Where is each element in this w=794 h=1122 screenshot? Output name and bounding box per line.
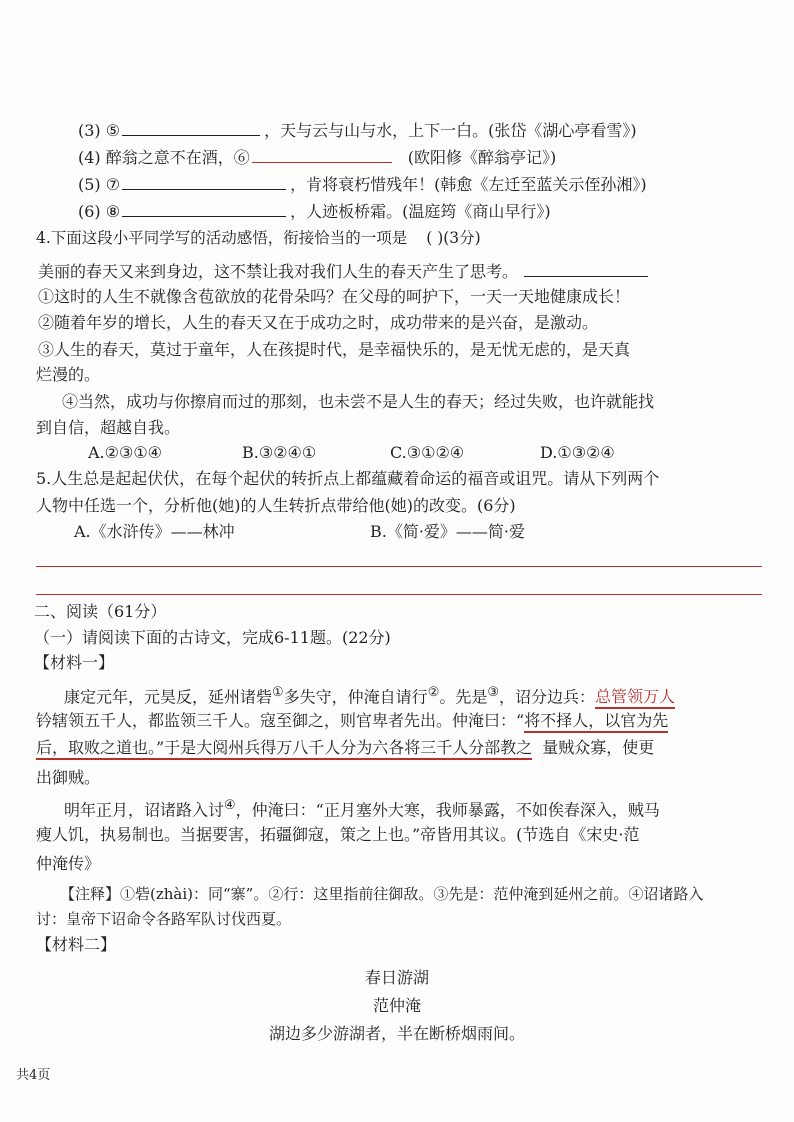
question-4-text: 4.下面这段小平同学写的活动感悟，衔接恰当的一项是 (36, 229, 408, 247)
red-underlined-phrase: 将不择人，以官为先 (524, 711, 668, 733)
lead-sentence: 美丽的春天又来到身边，这不禁让我对我们人生的春天产生了思考。 (38, 262, 519, 281)
answer-line-1[interactable] (36, 566, 762, 567)
fill-in-q5-text: ，肯将衰朽惜残年！(韩愈《左迁至蓝关示侄孙湘》) (290, 175, 647, 194)
footnote-ref-3: ③ (487, 685, 500, 700)
option-a[interactable]: A.②③①④ (88, 443, 163, 462)
option-c[interactable]: C.③①②④ (390, 443, 465, 462)
passage-line-2 (36, 709, 668, 733)
answer-blank-5[interactable] (122, 117, 260, 136)
footnote-ref-4: ④ (224, 798, 236, 813)
passage-text: 。先是 (439, 687, 488, 707)
section-2-heading: 二、阅读（61分） (34, 602, 167, 621)
answer-blank-q4[interactable] (524, 258, 648, 277)
fill-in-q3 (78, 117, 637, 143)
answer-blank-7[interactable] (122, 171, 286, 190)
sentence-3b: 烂漫的。 (36, 365, 101, 384)
fill-in-q5 (78, 171, 647, 197)
red-underlined-phrase: 后，取败之道也。 (36, 738, 156, 760)
question-5-line1: 5.人生总是起起伏伏，在每个起伏的转折点上都蕴藏着命运的福音或诅咒。请从下列两个 (36, 469, 660, 488)
sentence-4a: ④当然，成功与你擦肩而过的那刻，也未尝不是人生的春天；经过失败，也许就能找 (62, 392, 655, 411)
material-2-label: 【材料二】 (36, 935, 117, 954)
passage-text: 量贼众寡，使更 (542, 738, 655, 757)
fill-in-q5-num: (5) ⑦ (78, 175, 121, 194)
question-4-answer-paren[interactable]: ( )(3分) (426, 229, 481, 247)
red-underlined-phrase: 总管领万人 (595, 687, 675, 709)
question-4-stem (36, 226, 481, 250)
question-5-line2: 人物中任选一个，分析他(她)的人生转折点带给他(她)的改变。(6分) (36, 496, 516, 515)
option-b[interactable]: B.③②④① (242, 443, 317, 462)
passage-line-3 (36, 736, 654, 760)
passage-text: ，仲淹曰：“正月塞外大寒，我师暴露，不如俟春深入，贼马 (235, 800, 660, 820)
question-5-options (74, 520, 525, 544)
fill-in-q4-num: (4) 醉翁之意不在酒，⑥ (78, 148, 250, 167)
fill-in-q6-text: ，人迹板桥霜。(温庭筠《商山早行》) (290, 202, 551, 221)
passage-line-5 (64, 794, 660, 822)
question-4-options (88, 441, 615, 465)
poem-line-1: 湖边多少游湖者，半在断桥烟雨间。 (268, 1024, 525, 1043)
passage-line-4: 出御贼。 (36, 768, 101, 787)
footnote-ref-2: ② (427, 685, 440, 700)
passage-line-1 (64, 681, 675, 709)
material-1-label: 【材料一】 (34, 653, 115, 672)
passage-line-7: 仲淹传》 (36, 854, 101, 873)
passage-text: ，诏分边兵： (499, 687, 596, 707)
option-d[interactable]: D.①③②④ (540, 443, 615, 462)
passage-text: 明年正月，诏诸路入讨 (64, 800, 225, 820)
poem-title: 春日游湖 (364, 968, 429, 987)
poem-author: 范仲淹 (372, 996, 421, 1015)
page-footer: 共4页 (16, 1068, 51, 1083)
fill-in-q4-text: (欧阳修《醉翁亭记》) (407, 148, 557, 167)
footnote-ref-1: ① (272, 685, 284, 700)
fill-in-q3-num: (3) ⑤ (78, 121, 121, 140)
sentence-4b: 到自信，超越自我。 (36, 418, 181, 437)
sentence-1: ①这时的人生不就像含苞欲放的花骨朵吗？在父母的呵护下，一天一天地健康成长！ (38, 287, 631, 306)
fill-in-q6 (78, 198, 551, 224)
question-4-lead (38, 258, 648, 284)
answer-line-2[interactable] (36, 594, 762, 595)
section-2-subheading: （一）请阅读下面的古诗文，完成6-11题。(22分) (34, 628, 391, 647)
fill-in-q6-num: (6) ⑧ (78, 202, 121, 221)
sentence-2: ②随着年岁的增长，人生的春天又在于成功之时，成功带来的是兴奋，是激动。 (38, 313, 599, 332)
passage-text: 钤辖领五千人，都监领三千人。寇至御之，则官卑者先出。仲淹曰：“ (36, 711, 525, 730)
annotation-line-1: 【注释】①砦(zhài)：同“寨”。②行：这里指前往御敌。③先是：范仲淹到延州之前。④诏诸路入 (60, 885, 704, 903)
option-b-janeeyre[interactable]: B.《简·爱》——简·爱 (370, 522, 526, 541)
fill-in-q4 (78, 144, 556, 170)
red-underlined-phrase: ”于是大阅州兵得万八千人分为六各将三千人分部教之 (156, 738, 532, 760)
passage-text: 康定元年，元昊反，延州诸砦 (64, 687, 273, 707)
passage-line-6: 瘦人饥，执易制也。当据要害，拓疆御寇，策之上也。”帝皆用其议。(节选自《宋史·范 (36, 825, 640, 844)
annotation-line-2: 讨：皇帝下诏命令各路军队讨伐西夏。 (36, 910, 292, 928)
option-a-linchong[interactable]: A.《水浒传》——林冲 (74, 522, 235, 541)
answer-blank-6[interactable] (252, 144, 392, 163)
passage-text: 多失守，仲淹自请行 (283, 687, 428, 707)
fill-in-q3-text: ，天与云与山与水，上下一白。(张岱《湖心亭看雪》) (264, 121, 637, 140)
sentence-3a: ③人生的春天，莫过于童年，人在孩提时代，是幸福快乐的，是无忧无虑的，是天真 (38, 340, 631, 359)
answer-blank-8[interactable] (122, 198, 286, 217)
